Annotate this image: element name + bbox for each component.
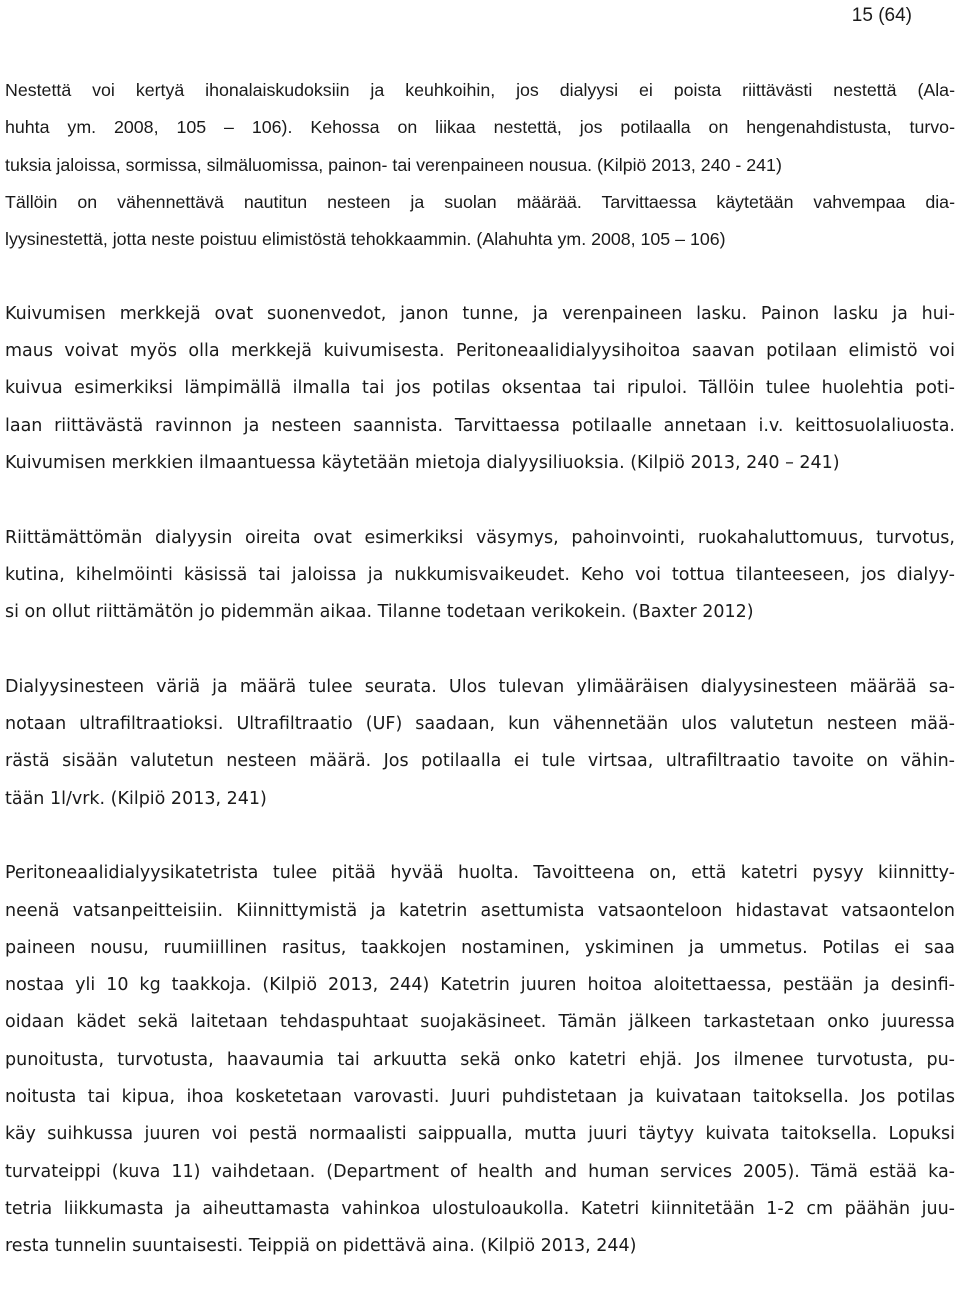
paragraph-catheter-care <box>5 855 955 1265</box>
paragraph-fluid-accumulation <box>5 72 955 258</box>
paragraph-gap <box>5 482 955 519</box>
text-line: Dialyysinesteen väriä ja määrä tulee seurata. Ulos tulevan ylimääräisen dialyysinesteen määrää sa- <box>5 676 955 697</box>
text-line: maus voivat myös olla merkkejä kuivumisesta. Peritoneaalidialyysihoitoa saavan potilaan elimistö voi <box>5 341 955 362</box>
paragraph-gap <box>5 818 955 855</box>
text-line: kutina, kihelmöinti käsissä tai jaloissa ja nukkumisvaikeudet. Keho voi tottua tilanteeseen, jos dialyy- <box>5 564 955 585</box>
paragraph-gap <box>5 631 955 668</box>
text-line: lyysinestettä, jotta neste poistuu elimistöstä tehokkaammin. (Alahuhta ym. 2008, 105 – 106) <box>5 229 726 250</box>
paragraph-gap <box>5 258 955 295</box>
text-line: oidaan kädet sekä laitetaan tehdaspuhtaat suojakäsineet. Tämän jälkeen tarkastetaan onko juuressa <box>5 1012 955 1033</box>
text-line: Kuivumisen merkkejä ovat suonenvedot, janon tunne, ja verenpaineen lasku. Painon lasku ja hui- <box>5 303 955 324</box>
text-line: tetria liikkumasta ja aiheuttamasta vahinkoa ulostuloaukolla. Katetri kiinnitetään 1-2 cm päähän juu- <box>5 1198 955 1219</box>
paragraph-insufficient-dialysis <box>5 520 955 632</box>
text-line: Kuivumisen merkkien ilmaantuessa käytetään mietoja dialyysiliuoksia. (Kilpiö 2013, 240 – 241) <box>5 452 840 473</box>
text-line: kuivua esimerkiksi lämpimällä ilmalla tai jos potilas oksentaa tai ripuloi. Tällöin tulee huolehtia poti- <box>5 378 955 399</box>
text-line: notaan ultrafiltraatioksi. Ultrafiltraatio (UF) saadaan, kun vähennetään ulos valutetun nesteen mää- <box>5 714 955 735</box>
text-line: Riittämättömän dialyysin oireita ovat esimerkiksi väsymys, pahoinvointi, ruokahaluttomuus, turvotus, <box>5 527 955 548</box>
text-line: tään 1l/vrk. (Kilpiö 2013, 241) <box>5 788 267 809</box>
text-line: käy suihkussa juuren voi pestä normaalisti saippualla, mutta juuri täytyy kuivata taitoksella. Lopuksi <box>5 1124 955 1145</box>
text-line: laan riittävästä ravinnon ja nesteen saannista. Tarvittaessa potilaalle annetaan i.v. keittosuolaliuosta. <box>5 415 955 436</box>
text-line: Peritoneaalidialyysikatetrista tulee pitää hyvää huolta. Tavoitteena on, että katetri pysyy kiinnitty- <box>5 863 955 884</box>
text-line: Tällöin on vähennettävä nautitun nesteen ja suolan määrää. Tarvittaessa käytetään vahvempaa dia- <box>5 191 955 212</box>
text-line: punoitusta, turvotusta, haavaumia tai arkuutta sekä onko katetri ehjä. Jos ilmenee turvotusta, pu- <box>5 1049 955 1070</box>
page-number: 15 (64) <box>851 5 912 26</box>
text-line: Nestettä voi kertyä ihonalaiskudoksiin ja keuhkoihin, jos dialyysi ei poista riittävästi nestettä (Ala- <box>5 80 955 100</box>
text-line: huhta ym. 2008, 105 – 106). Kehossa on liikaa nestettä, jos potilaalla on hengenahdistusta, turvo- <box>5 117 955 138</box>
text-line: si on ollut riittämätön jo pidemmän aikaa. Tilanne todetaan verikokein. (Baxter 2012) <box>5 602 754 623</box>
text-line: resta tunnelin suuntaisesti. Teippiä on pidettävä aina. (Kilpiö 2013, 244) <box>5 1236 637 1257</box>
paragraph-ultrafiltration <box>5 669 955 818</box>
text-line: neenä vatsanpeitteisiin. Kiinnittymistä ja katetrin asettumista vatsaonteloon hidastavat vatsaontelon <box>5 900 955 921</box>
text-line: paineen nousu, ruumiillinen rasitus, taakkojen nostaminen, yskiminen ja ummetus. Potilas ei saa <box>5 937 955 958</box>
text-line: rästä sisään valutetun nesteen määrä. Jos potilaalla ei tule virtsaa, ultrafiltraatio tavoite on vähin- <box>5 751 955 772</box>
text-line: tuksia jaloissa, sormissa, silmäluomissa, painon- tai verenpaineen nousua. (Kilpiö 2013, 240 - 241) <box>5 154 782 175</box>
text-line: noitusta tai kipua, ihoa kosketetaan varovasti. Juuri puhdistetaan ja kuivataan taitoksella. Jos potilas <box>5 1087 955 1108</box>
paragraph-dehydration <box>5 296 955 482</box>
document-body <box>5 72 955 1266</box>
text-line: nostaa yli 10 kg taakkoja. (Kilpiö 2013, 244) Katetrin juuren hoitoa aloitettaessa, pestään ja desinfi- <box>5 975 955 996</box>
text-line: turvateippi (kuva 11) vaihdetaan. (Department of health and human services 2005). Tämä estää ka- <box>5 1161 955 1182</box>
